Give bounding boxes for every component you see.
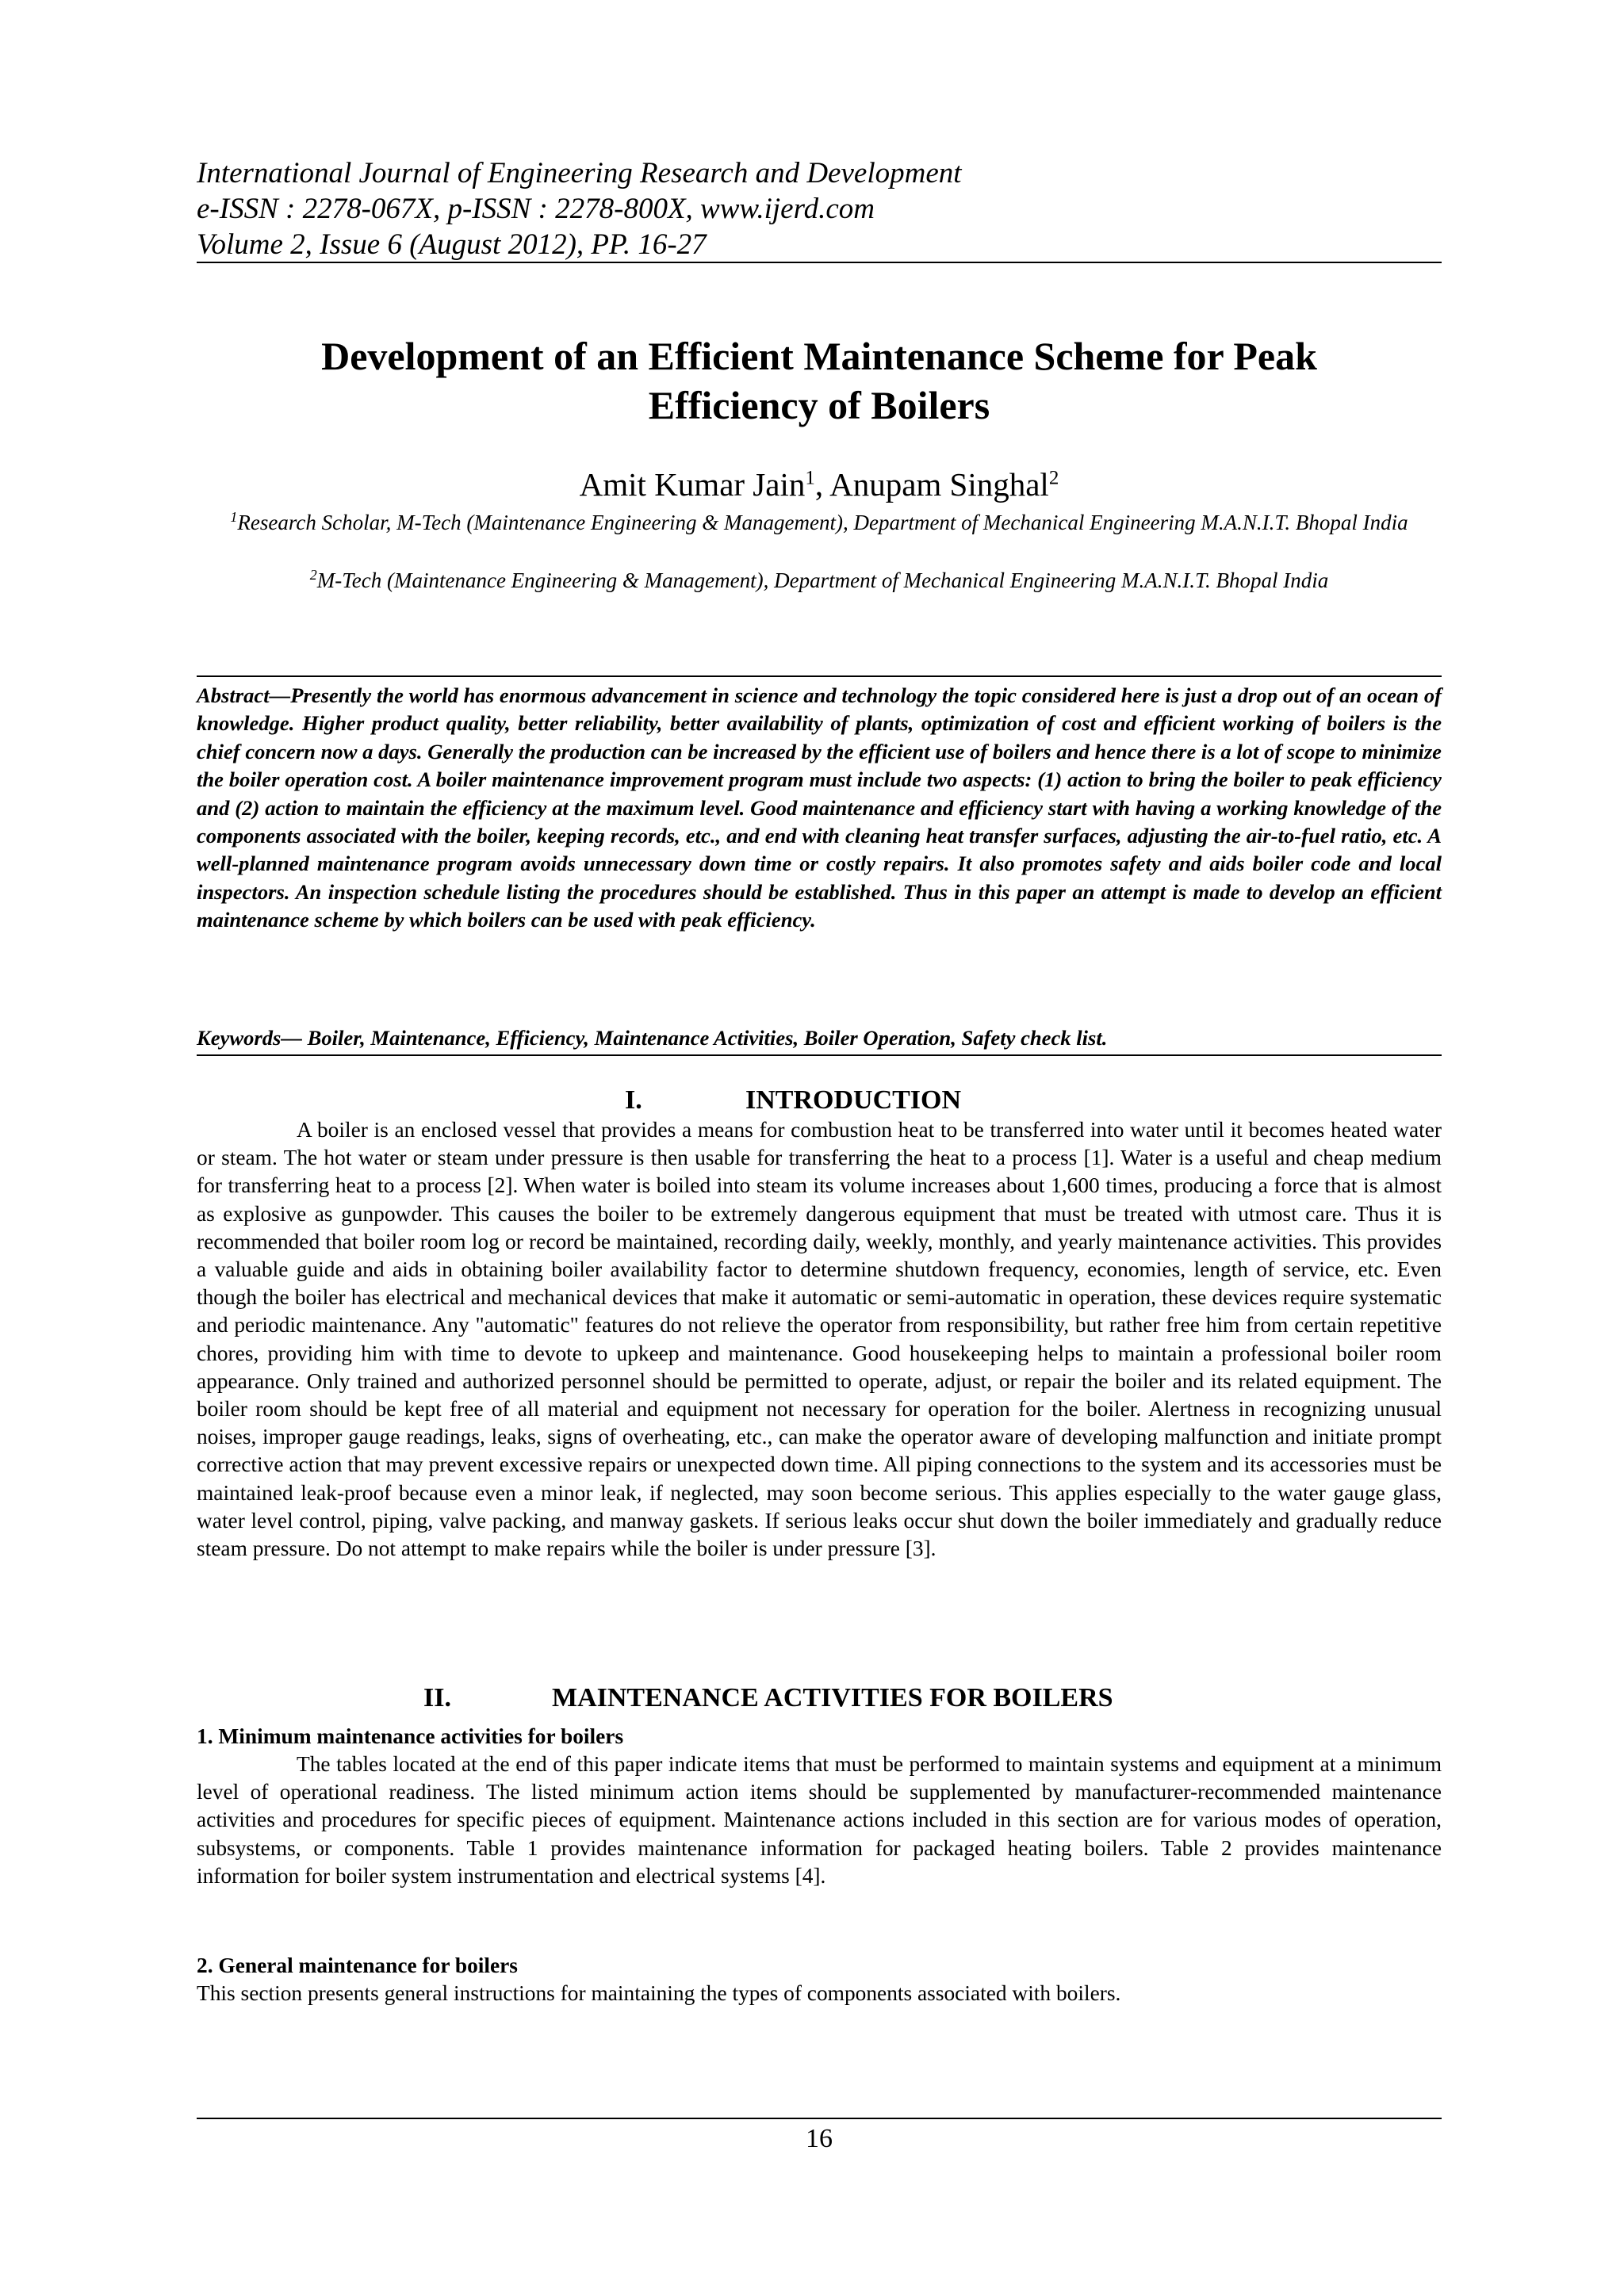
- section-number: II.: [423, 1683, 451, 1712]
- introduction-paragraph: A boiler is an enclosed vessel that provides a means for combustion heat to be transferred into water until it becomes heated water or steam. The hot water or steam under pressure is then usable for transferring the heat to a process [1]. Water is a useful and cheap medium for transferring heat to a process [2]. When water is boiled into steam its volume increases about 1,600 times, producing a force that is almost as explosive as gunpowder. This causes the boiler to be extremely dangerous equipment that must be treated with utmost care. Thus it is recommended that boiler room log or record be maintained, recording daily, weekly, monthly, and yearly maintenance activities. This provides a valuable guide and aids in obtaining boiler availability factor to determine shutdown frequency, economies, length of service, etc. Even though the boiler has electrical and mechanical devices that make it automatic or semi-automatic in operation, these devices require systematic and periodic maintenance. Any "automatic" features do not relieve the operator from responsibility, but rather free him from certain repetitive chores, providing him with time to devote to upkeep and maintenance. Good housekeeping helps to maintain a professional boiler room appearance. Only trained and authorized personnel should be permitted to operate, adjust, or repair the boiler and its related equipment. The boiler room should be kept free of all material and equipment not necessary for operation for the boiler. Alertness in recognizing unusual noises, improper gauge readings, leaks, signs of overheating, etc., can make the operator aware of developing malfunction and initiate prompt corrective action that may prevent excessive repairs or unexpected down time. All piping connections to the system and its accessories must be maintained leak-proof because even a minor leak, if neglected, may soon become serious. This applies especially to the water gauge glass, water level control, piping, valve packing, and manway gaskets. If serious leaks occur shut down the boiler immediately and gradually reduce steam pressure. Do not attempt to make repairs while the boiler is under pressure [3].: [197, 1118, 1442, 1561]
- journal-header: [197, 155, 1442, 262]
- paper-title-line-2: Efficiency of Boilers: [648, 383, 990, 427]
- author-separator: ,: [814, 466, 830, 503]
- affiliation-1: [197, 509, 1442, 537]
- author-1: Amit Kumar Jain: [579, 466, 806, 503]
- author-list: [197, 464, 1442, 505]
- affiliation-2-mark: 2: [309, 567, 317, 583]
- affiliation-1-mark: 1: [230, 509, 238, 525]
- header-divider: [197, 262, 1442, 263]
- affiliation-2-text: M-Tech (Maintenance Engineering & Management), Department of Mechanical Engineering M.A.N.I.T. Bhopal India: [316, 568, 1329, 592]
- author-2: Anupam Singhal: [829, 466, 1049, 503]
- abstract-top-divider: [197, 675, 1442, 677]
- journal-name: International Journal of Engineering Research and Development: [197, 157, 962, 189]
- affiliation-1-text: Research Scholar, M-Tech (Maintenance Engineering & Management), Department of Mechanical Engineering M.A.N.I.T. Bhopal India: [237, 511, 1408, 534]
- paper-title: [197, 331, 1442, 430]
- subsection-heading-general-maintenance: 2. General maintenance for boilers: [197, 1954, 518, 1977]
- affiliation-2: [197, 567, 1442, 595]
- section-number: I.: [625, 1085, 642, 1115]
- page-number: 16: [806, 2124, 833, 2153]
- paper-title-line-1: Development of an Efficient Maintenance Scheme for Peak: [321, 334, 1317, 378]
- section-title: MAINTENANCE ACTIVITIES FOR BOILERS: [552, 1683, 1113, 1712]
- author-2-mark: 2: [1048, 467, 1059, 489]
- keywords: Keywords— Boiler, Maintenance, Efficiency, Maintenance Activities, Boiler Operation, Safety check list.: [197, 1026, 1108, 1050]
- general-maintenance-paragraph: This section presents general instructions for maintaining the types of components associated with boilers.: [197, 1981, 1121, 2005]
- author-1-mark: 1: [805, 467, 815, 489]
- section-title: INTRODUCTION: [745, 1085, 962, 1115]
- subsection-heading-minimum-maintenance: 1. Minimum maintenance activities for boilers: [197, 1724, 624, 1748]
- journal-issn: e-ISSN : 2278-067X, p-ISSN : 2278-800X, www.ijerd.com: [197, 193, 875, 225]
- abstract-bottom-divider: [197, 1054, 1442, 1056]
- abstract: Abstract—Presently the world has enormous advancement in science and technology the topic considered here is just a drop out of an ocean of knowledge. Higher product quality, better reliability, better availability of plants, optimization of cost and efficient working of boilers is the chief concern now a days. Generally the production can be increased by the efficient use of boilers and hence there is a lot of scope to minimize the boiler operation cost. A boiler maintenance improvement program must include two aspects: (1) action to bring the boiler to peak efficiency and (2) action to maintain the efficiency at the maximum level. Good maintenance and efficiency start with having a working knowledge of the components associated with the boiler, keeping records, etc., and end with cleaning heat transfer surfaces, adjusting the air-to-fuel ratio, etc. A well-planned maintenance program avoids unnecessary down time or costly repairs. It also promotes safety and aids boiler code and local inspectors. An inspection schedule listing the procedures should be established. Thus in this paper an attempt is made to develop an efficient maintenance scheme by which boilers can be used with peak efficiency.: [197, 683, 1442, 932]
- minimum-maintenance-paragraph: The tables located at the end of this paper indicate items that must be performed to maintain systems and equipment at a minimum level of operational readiness. The listed minimum action items should be supplemented by manufacturer-recommended maintenance activities and procedures for specific pieces of equipment. Maintenance actions included in this section are for various modes of operation, subsystems, or components. Table 1 provides maintenance information for packaged heating boilers. Table 2 provides maintenance information for boiler system instrumentation and electrical systems [4].: [197, 1752, 1442, 1888]
- footer-divider: [197, 2118, 1442, 2119]
- journal-volume: Volume 2, Issue 6 (August 2012), PP. 16-27: [197, 228, 707, 261]
